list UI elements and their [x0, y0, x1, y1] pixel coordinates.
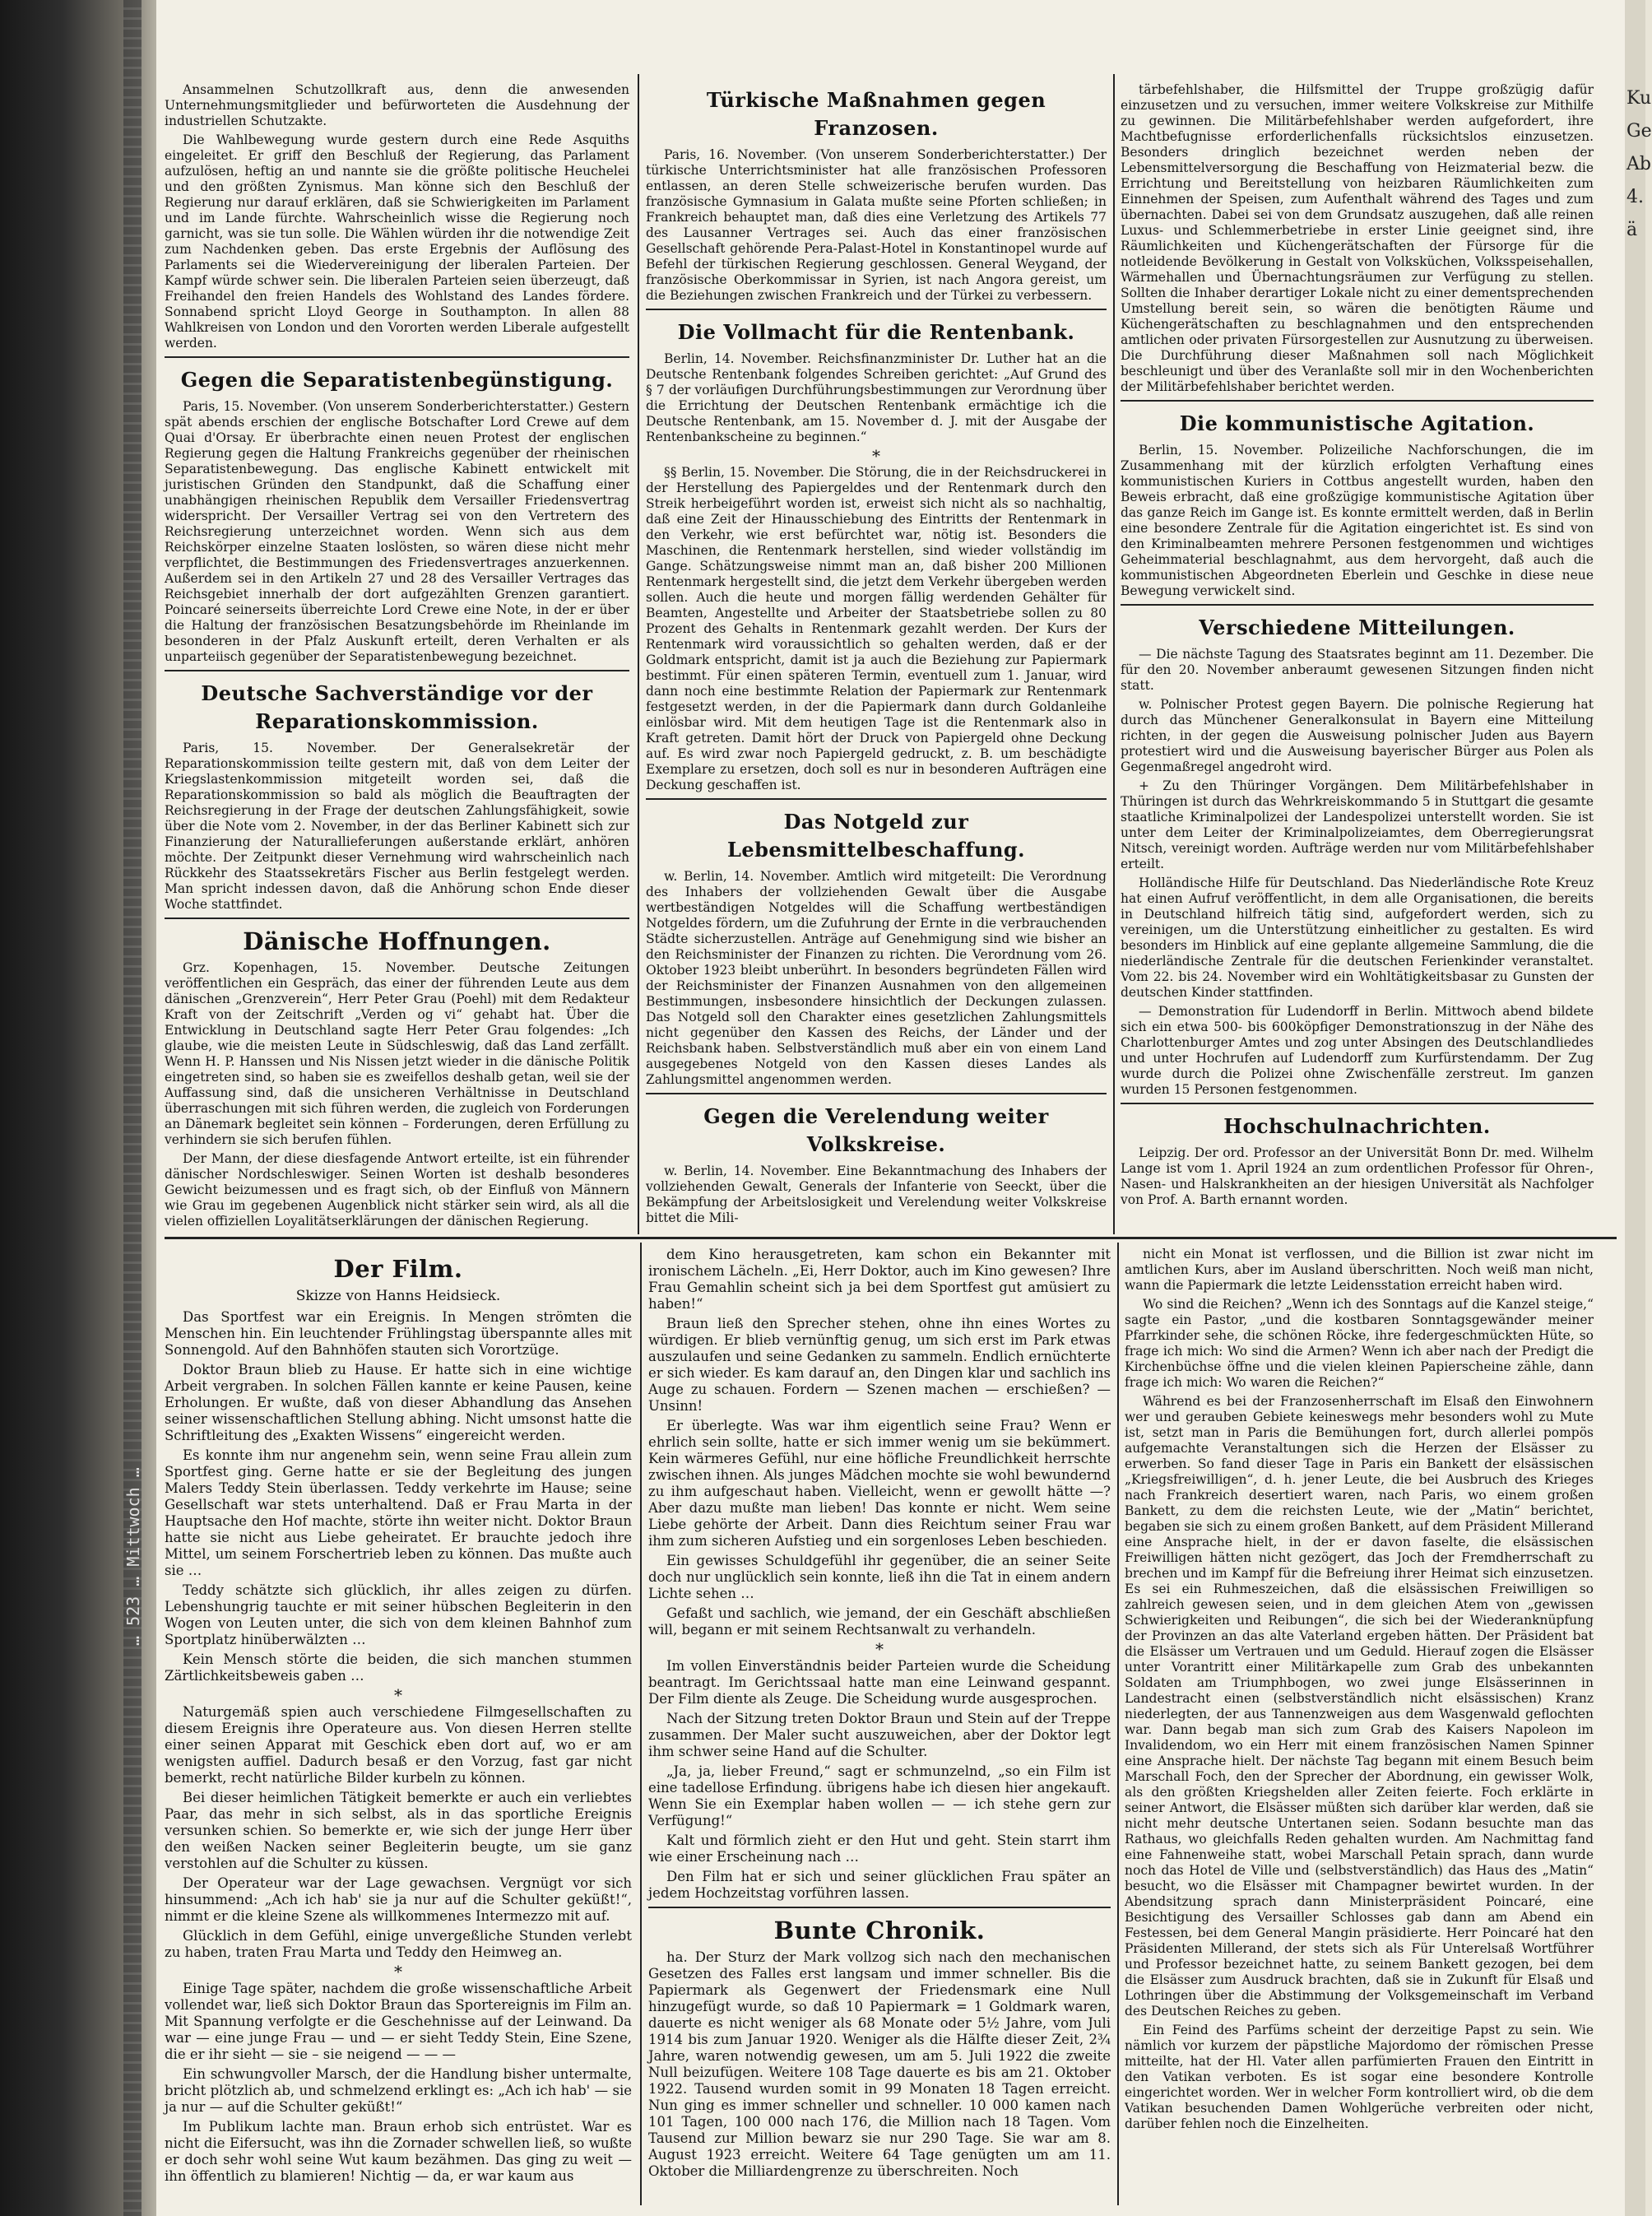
paragraph: Braun ließ den Sprecher stehen, ohne ihn eines Wortes zu würdigen. Er blieb vernünftig genug, um sich erst im Park etwas auszulaufen und seine Gedanken zu sammeln. Endlich ernüchterte er sich wieder. Es kam darauf an, den Dingen klar und sachlich ins Auge zu schauen. Fordern — Szenen machen — erschießen? — Unsinn! — [648, 1316, 1111, 1414]
separator — [646, 1093, 1107, 1094]
paragraph: w. Berlin, 14. November. Eine Bekanntmachung des Inhabers der vollziehenden Gewalt, Generals der Infanterie von Seeckt, über die Bekämpfung der Arbeitslosigkeit und Verelendung weiter Volkskreise bittet die Mili- — [646, 1164, 1107, 1225]
headline: Das Notgeld zur Lebensmittelbeschaffung. — [726, 810, 1026, 862]
paragraph: Naturgemäß spien auch verschiedene Filmgesellschaften zu diesem Ereignis ihre Operateure aus. Von diesen Herren stellte einer seinen Apparat mit Geschick eben dort auf, wo er am wenigsten auffiel. Dadurch besaß er den Vorzug, fast gar nicht bemerkt, recht natürliche Bilder kurbeln zu können. — [165, 1704, 632, 1786]
feuilleton-story-col-1 — [165, 1247, 632, 2205]
paragraph: dem Kino herausgetreten, kam schon ein Bekannter mit ironischem Lächeln. „Ei, Herr Doktor, auch im Kino gewesen? Ihre Frau Gemahlin scheint sich ja bei dem Sportfest gut amüsiert zu haben!“ — [648, 1247, 1111, 1312]
paragraph: Der Mann, der diese diesfagende Antwort erteilte, ist ein führender dänischer Nordschleswiger. Seinen Worten ist deshalb besonderes Gewicht beizumessen und es fragt sich, ob der Einfluß von Männern wie Grau im gegebenen Augenblick nicht stärker sein wird, als all die vielen offiziellen Loyalitätserklärungen der dänischen Regierung. — [165, 1151, 629, 1229]
headline: Türkische Maßnahmen gegen Franzosen. — [706, 88, 1046, 140]
headline: Verschiedene Mitteilungen. — [1199, 616, 1515, 639]
paragraph: Er überlegte. Was war ihm eigentlich seine Frau? Wenn er ehrlich sein sollte, hatte er sich immer wenig um sie bekümmert. Kein wärmeres Gefühl, nur eine höfliche Freundlichkeit herrschte zwischen ihnen. Als junges Mädchen mochte sie wohl bewundernd zu ihm aufgeschaut haben. Vielleicht, wenn er gewollt hätte —? Aber dazu mußte man lieben! Das konnte er nicht. Wem seine Liebe gehörte der Arbeit. Dann dies Reichtum seiner Frau war ihm zum sicheren Aufstieg und ein sorgenloses Leben beschieden. — [648, 1418, 1111, 1549]
paragraph: „Ja, ja, lieber Freund,“ sagt er schmunzelnd, „so ein Film ist eine tadellose Erfindung. übrigens habe ich diesen hier angekauft. Wenn Sie ein Exemplar haben wollen — — ich stehe gern zur Verfügung!“ — [648, 1763, 1111, 1828]
paragraph: nicht ein Monat ist verflossen, und die Billion ist zwar nicht im amtlichen Kurs, aber im Ausland überschritten. Noch weiß man nicht, wann die Papiermark die letzte Leidensstation erreicht haben wird. — [1125, 1247, 1594, 1293]
story-byline: Skizze von Hanns Heidsieck. — [295, 1288, 501, 1304]
feuilleton-separator — [165, 1237, 1617, 1239]
asterisk-separator: * — [875, 1639, 884, 1659]
paragraph: Der Operateur war der Lage gewachsen. Vergnügt vor sich hinsummend: „Ach ich hab' sie ja nur auf die Schulter geküßt!“, nimmt er die kleine Szene als willkommenes Intermezzo mit auf. — [165, 1875, 632, 1924]
paragraph: Bei dieser heimlichen Tätigkeit bemerkte er auch ein verliebtes Paar, das mehr in sich selbst, als in das sportliche Ereignis versunken schien. So bemerkte er, wie sich der junge Herr über den weißen Nacken seiner Begleiterin beugte, um sie ganz verstohlen auf die Schulter zu küssen. — [165, 1790, 632, 1871]
column-politics-1 — [165, 82, 629, 1234]
paragraph: Die Wahlbewegung wurde gestern durch eine Rede Asquiths eingeleitet. Er griff den Beschluß der Regierung, das Parlament aufzulösen, heftig an und nannte sie die größte politische Heuchelei und den größten Zynismus. Man könne sich den Beschluß der Regierung nur darauf erklären, daß sie Schwierigkeiten im Parlament und im Lande fürchte. Wahrscheinlich wisse die Regierung noch garnicht, was sie tun solle. Die Wählen würden ihr die notwendige Zeit zum Nachdenken geben. Das erste Ergebnis der Auflösung des Parlaments sei die Wiedervereinigung der liberalen Parteien. Der Kampf würde schwer sein. Die liberalen Parteien seien überzeugt, daß Freihandel den freien Handels des Wohlstand des Landes fördere. Sonnabend spricht Lloyd George in Southampton. In allen 88 Wahlkreisen von London und den Vororten werden Liberale aufgestellt werden. — [165, 132, 629, 351]
paragraph: Im Publikum lachte man. Braun erhob sich entrüstet. War es nicht die Eifersucht, was ihn die Zornader schwellen ließ, so wußte er doch sehr wohl seine Wut kaum bezähmen. Das ging zu weit — ihn öffentlich zu blamieren! Nichtig — da, er war kaum aus — [165, 2119, 632, 2184]
paragraph: Paris, 16. November. (Von unserem Sonderberichterstatter.) Der türkische Unterrichtsminister hat alle französischen Professoren entlassen, an deren Stelle schweizerische berufen wurden. Das französische Gymnasium in Galata mußte seine Pforten schließen; in Frankreich behauptet man, daß dies eine Verletzung des Artikels 77 des Lausanner Vertrages sei. Auch das einer französischen Gesellschaft gehörende Pera-Palast-Hotel in Konstantinopel wurde auf Befehl der türkischen Regierung geschlossen. General Weygand, der französische Oberkommissar in Syrien, ist nach Angora gereist, um die Beziehungen zwischen Frankreich und der Türkei zu verbessern. — [646, 147, 1107, 303]
headline: Die Vollmacht für die Rentenbank. — [677, 320, 1075, 344]
paragraph: Kalt und förmlich zieht er den Hut und geht. Stein starrt ihm wie einer Erscheinung nach … — [648, 1833, 1111, 1865]
headline: Die kommunistische Agitation. — [1179, 411, 1535, 435]
headline: Gegen die Verelendung weiter Volkskreise. — [703, 1104, 1049, 1156]
adjacent-page-fragment: Ku Ge Ab 4. ä — [1626, 88, 1652, 240]
separator — [648, 1907, 1111, 1908]
paragraph: Kein Mensch störte die beiden, die sich manchen stummen Zärtlichkeitsbeweis gaben … — [165, 1652, 632, 1684]
paragraph: Paris, 15. November. (Von unserem Sonderberichterstatter.) Gestern spät abends erschien der englische Botschafter Lord Crewe auf dem Quai d'Orsay. Er überbrachte einen neuen Protest der englischen Regierung gegen die Haltung Frankreichs gegenüber der rheinischen Separatistenbewegung. Das englische Kabinett entwickelt mit juristischen Gründen den Standpunkt, daß die Schaffung einer unabhängigen rheinischen Republik dem Versailler Friedensvertrag widerspricht. Der Versailler Vertrag sei von den Vertretern des Reichsregierung unterzeichnet worden. Wenn sich aus dem Reichskörper einzelne Staaten loslösten, so wären diese nicht mehr verpflichtet, die Bestimmungen des Friedensvertrages anzuerkennen. Außerdem sei in den Artikeln 27 und 28 des Versailler Vertrages das Reichsgebiet innerhalb der dort aufgezählten Grenzen garantiert. Poincaré seinerseits überreichte Lord Crewe eine Note, in der er über die Haltung der französischen Besatzungsbehörde im Rheinlande im besonderen in der Pfalz Auskunft erteilt, deren Verhalten er als unparteiisch gegenüber der Separatistenbewegung bezeichnet. — [165, 399, 629, 664]
feuilleton-story-col-2 — [648, 1247, 1111, 2205]
paragraph: Gefaßt und sachlich, wie jemand, der ein Geschäft abschließen will, begann er mit seinem Rechtsanwalt zu verhandeln. — [648, 1605, 1111, 1638]
headline: Deutsche Sachverständige vor der Reparationskommission. — [201, 681, 593, 733]
separator — [165, 918, 629, 919]
paragraph: Ein Feind des Parfüms scheint der derzeitige Papst zu sein. Wie nämlich vor kurzem der päpstliche Majordomo der römischen Presse mitteilte, hat der Hl. Vater allen parfümierten Frauen den Eintritt in den Vatikan verboten. Es ist sogar eine besondere Kontrolle eingerichtet worden. Wer in welcher Form kontrolliert wird, ob die dem Vatikan besuchenden Damen Wohlgerüche verbreiten oder nicht, darüber fehlen noch die Einzelheiten. — [1125, 2023, 1594, 2131]
separator — [165, 670, 629, 671]
column-rule — [638, 74, 639, 1234]
paragraph: Wo sind die Reichen? „Wenn ich des Sonntags auf die Kanzel steige,“ sagte ein Pastor, „und die kostbaren Sonntagsgewänder meiner Pfarrkinder sehe, die schönen Röcke, ihre federgeschmückten Hüte, so frage ich mich: Wo sind die Armen? Wenn ich aber nach der Predigt die Kirchenbüchse öffne und die vielen kleinen Papierscheine zähle, dann frage ich mich: Wo waren die Reichen?“ — [1125, 1297, 1594, 1390]
paragraph: Glücklich in dem Gefühl, einige unvergeßliche Stunden verlebt zu haben, traten Frau Marta und Teddy den Heimweg an. — [165, 1928, 632, 1960]
paragraph: Nach der Sitzung treten Doktor Braun und Stein auf der Treppe zusammen. Der Maler sucht auszuweichen, aber der Doktor legt ihm schwer seine Hand auf die Schulter. — [648, 1711, 1111, 1759]
paragraph: Paris, 15. November. Der Generalsekretär der Reparationskommission teilte gestern mit, daß von dem Leiter der Kriegslastenkommission mitgeteilt worden sei, daß die Reparationskommission so bald als möglich die Beauftragten der Reichsregierung in der Frage der deutschen Zahlungsfähigkeit, sowie über die Note vom 2. November, in der das Berliner Kabinett sich zur Finanzierung der Naturallieferungen außerstande erklärt, anhören möchte. Der Zeitpunkt dieser Vernehmung wird wahrscheinlich nach Rückkehr des Staatssekretärs Fischer aus Berlin festgelegt werden. Man spricht indessen davon, daß die Anhörung schon Ende dieser Woche stattfindet. — [165, 741, 629, 912]
headline: Hochschulnachrichten. — [1223, 1114, 1491, 1138]
paragraph: — Demonstration für Ludendorff in Berlin. Mittwoch abend bildete sich ein etwa 500- bis 600köpfiger Demonstrationszug in der Nähe des Charlottenburger Amtes und zog unter Absingen des Deutschlandliedes und unter Hochrufen auf Ludendorff zum Kurfürstendamm. Der Zug wurde durch die Polizei ohne Zwischenfälle zerstreut. Im ganzen wurden 15 Personen festgenommen. — [1121, 1004, 1594, 1097]
asterisk-separator: * — [872, 446, 880, 466]
column-rule — [1113, 74, 1115, 1234]
paragraph: Einige Tage später, nachdem die große wissenschaftliche Arbeit vollendet war, ließ sich Doktor Braun das Sportereignis im Film an. Mit Spannung verfolgte er die Geschehnisse auf der Leinwand. Da war — eine junge Frau — und — er sieht Teddy Stein, Eine Szene, die er ihr sieht — sie – sie neigend — — — — [165, 1981, 632, 2062]
paragraph: Grz. Kopenhagen, 15. November. Deutsche Zeitungen veröffentlichen ein Gespräch, das einer der führenden Leute aus dem dänischen „Grenzverein“, Herr Peter Grau (Poehl) mit dem Redakteur Kraft von der Zeitschrift „Verden og vi“ gehabt hat. Über die Entwicklung in Deutschland sagte Herr Peter Grau folgendes: „Ich glaube, wie die meisten Leute in Südschleswig, daß das Land zerfällt. Wenn H. P. Hanssen und Nis Nissen jetzt wieder in die dänische Politik eingetreten sind, so haben sie es zweifellos deshalb getan, weil sie der Auffassung sind, daß die unsicheren Verhältnisse in Deutschland überraschungen mit sich führen werden, die zugleich von Forderungen an Dänemark begleitet sein können – Forderungen, deren Erfüllung zu verhindern sie sich berufen fühlen. — [165, 960, 629, 1147]
article-intro — [165, 82, 629, 351]
paragraph: Das Sportfest war ein Ereignis. In Mengen strömten die Menschen hin. Ein leuchtender Frühlingstag überspannte alles mit Sonnengold. Auf den Bahnhöfen stauten sich Vorortzüge. — [165, 1309, 632, 1358]
paragraph: §§ Berlin, 15. November. Die Störung, die in der Reichsdruckerei in der Herstellung des Papiergeldes und der Rentenmark durch den Streik herbeigeführt worden ist, erweist sich nicht als so nachhaltig, daß eine Zeit der Hinausschiebung des Eintritts der Rentenmark in den Verkehr, wie erst befürchtet war, nötig ist. Besonders die Maschinen, die Rentenmark herstellen, sind wieder vollständig im Gange. Schätzungsweise nimmt man an, daß bisher 200 Millionen Rentenmark hergestellt sind, die jetzt dem Verkehr übergeben werden sollen. Auch die heute und morgen fällig werdenden Gehälter für Beamten, Angestellte und Arbeiter der Staatsbetriebe sollen zu 80 Prozent des Gehalts in Rentenmark gezahlt werden. Der Kurs der Rentenmark wird voraussichtlich so gehalten werden, daß er der Goldmark entspricht, damit ist ja auch die Beziehung zur Papiermark bestimmt. Für einen späteren Termin, eventuell zum 1. Januar, wird dann noch eine bestimmte Relation der Papiermark zur Rentenmark festgesetzt werden, in der die Papiermark dann durch Goldanleihe einlösbar wird. Mit dem heutigen Tage ist die Rentenmark also in Kraft getreten. Damit hört der Druck von Papiergeld ohne Deckung auf. Es wird zwar noch Papiergeld gedruckt, z. B. um beschädigte Exemplare zu ersetzen, doch soll es nur in besonderen Aufträgen eine Deckung geschaffen ist. — [646, 465, 1107, 792]
paragraph: Ein schwungvoller Marsch, der die Handlung bisher untermalte, bricht plötzlich ab, und schmelzend erklingt es: „Ach ich hab' — sie ja nur — auf die Schulter geküßt!“ — [165, 2066, 632, 2115]
paragraph: Ein gewisses Schuldgefühl ihr gegenüber, die an seiner Seite doch nur unglücklich sein konnte, ließ ihn die Tat in einem andern Lichte sehen … — [648, 1553, 1111, 1601]
separator — [646, 309, 1107, 310]
section-title: Bunte Chronik. — [773, 1916, 986, 1944]
paragraph: ha. Der Sturz der Mark vollzog sich nach den mechanischen Gesetzen des Falles erst langsam und immer schneller. Bis die Papiermark als Gegenwert der Friedensmark eine Null hinzugefügt wurde, so daß 10 Papiermark = 1 Goldmark waren, dauerte es nicht weniger als 68 Monate oder 5½ Jahre, vom Juli 1914 bis zum Januar 1920. Weniger als die Hälfte dieser Zeit, 2¾ Jahre, waren notwendig gewesen, um am 5. Juli 1922 die zweite Null beizufügen. Weitere 108 Tage dauerte es bis am 21. Oktober 1922. Tausend wurden somit in 99 Monaten 18 Tagen erreicht. Nun ging es immer schneller und schneller. 10 000 kamen nach 101 Tagen, 100 000 nach 176, die Million nach 18 Tagen. Vom Tausend zur Million bewarz sie nur 290 Tage. Sie war am 8. August 1923 erreicht. Weitere 64 Tage genügten um am 11. Oktober die Milliardengrenze zu überschreiten. Noch — [648, 1949, 1111, 2179]
asterisk-separator: * — [394, 1685, 402, 1705]
paragraph: Leipzig. Der ord. Professor an der Universität Bonn Dr. med. Wilhelm Lange ist vom 1. April 1924 an zum ordentlichen Professor für Ohren-, Nasen- und Halskrankheiten an der hiesigen Universität als Nachfolger von Prof. A. Barth ernannt worden. — [1121, 1145, 1594, 1207]
paragraph: Im vollen Einverständnis beider Parteien wurde die Scheidung beantragt. Im Gerichtssaal hatte man eine Leinwand gespannt. Der Film diente als Zeuge. Die Scheidung wurde ausgesprochen. — [648, 1658, 1111, 1707]
paragraph: Holländische Hilfe für Deutschland. Das Niederländische Rote Kreuz hat einen Aufruf veröffentlicht, in dem alle Organisationen, die bereits in Deutschland hilfreich tätig sind, aufgefordert werden, sich zu vereinigen, um die Unterstützung einheitlicher zu gestalten. Es wird besonders im Hinblick auf eine geplante allgemeine Sammlung, die die niederländische Zentrale für die deutschen Ferienkinder veranstaltet. Vom 22. bis 24. November wird ein Wohltätigkeitsbasar zu Gunsten der deutschen Kinder stattfinden. — [1121, 876, 1594, 1000]
paragraph: Berlin, 14. November. Reichsfinanzminister Dr. Luther hat an die Deutsche Rentenbank folgendes Schreiben gerichtet: „Auf Grund des § 7 der vorläufigen Durchführungsbestimmungen zur Verordnung über die Errichtung der Deutschen Rentenbank ermächtige ich die Deutsche Rentenbank, am 15. November d. J. mit der Ausgabe der Rentenbankscheine zu beginnen.“ — [646, 351, 1107, 444]
column-rule — [640, 1243, 642, 2205]
separator — [1121, 400, 1594, 402]
paragraph: w. Polnischer Protest gegen Bayern. Die polnische Regierung hat durch das Münchener Generalkonsulat in Bayern eine Mitteilung richten, in der gegen die Ausweisung polnischer Juden aus Bayern protestiert wird und die Ausweisung bayerischer Bürger aus Polen als Gegenmaßregel angedroht wird. — [1121, 697, 1594, 774]
paragraph: Es konnte ihm nur angenehm sein, wenn seine Frau allein zum Sportfest ging. Gerne hatte er sie der Begleitung des jungen Malers Teddy Stein überlassen. Teddy verkehrte im Hause; seine Gesellschaft war stets unterhaltend. Daß er Frau Marta in der Hauptsache den Hof machte, störte ihn weiter nicht. Doktor Braun hatte sie nicht aus Liebe geheiratet. Er brauchte jedoch ihre Mittel, um seinem Forschertrieb leben zu können. Das mußte auch sie … — [165, 1447, 632, 1578]
headline: Gegen die Separatistenbegünstigung. — [180, 368, 614, 392]
separator — [1121, 1103, 1594, 1104]
asterisk-separator: * — [394, 1962, 402, 1981]
headline: Dänische Hoffnungen. — [243, 927, 551, 955]
separator — [1121, 604, 1594, 606]
chronik-col — [1125, 1247, 1594, 2205]
paragraph: Doktor Braun blieb zu Hause. Er hatte sich in eine wichtige Arbeit vergraben. In solchen Fällen kannte er keine Pausen, keine Erholungen. Er wußte, daß von dieser Abhandlung das Ansehen seiner wissenschaftlichen Stellung abhing. Nicht umsonst hatte die Schriftleitung des „Exakten Wissens“ eingereicht werden. — [165, 1362, 632, 1443]
story-title: Der Film. — [333, 1255, 463, 1283]
paragraph: w. Berlin, 14. November. Amtlich wird mitgeteilt: Die Verordnung des Inhabers der vollziehenden Gewalt über die Ausgabe wertbeständigen Notgeldes will die Schaffung wertbeständigen Notgeldes fördern, um die Zufuhrung der Ernte in die verbrauchenden Städte sicherzustellen. Anträge auf Genehmigung sind wie bisher an den Reichsminister der Finanzen zu richten. Die Verordnung vom 26. Oktober 1923 bleibt unberührt. In besonders begründeten Fällen wird der Reichsminister der Finanzen Ausnahmen von den allgemeinen Bestimmungen, insbesondere hinsichtlich der Deckungen zulassen. Das Notgeld soll den Charakter eines gesetzlichen Zahlungsmittels nicht gegenüber den Kassen des Reichs, der Länder und der Reichsbank haben. Selbstverständlich muß aber ein von einem Land ausgegebenes Notgeld von den Kassen dieses Landes als Zahlungsmittel angenommen werden. — [646, 869, 1107, 1087]
paragraph: Den Film hat er sich und seiner glücklichen Frau später an jedem Hochzeitstag vorführen lassen. — [648, 1869, 1111, 1901]
paragraph: Teddy schätzte sich glücklich, ihr alles zeigen zu dürfen. Lebenshungrig tauchte er mit seiner hübschen Begleiterin in den Wogen von Leuten unter, die sich von dem kleinen Bahnhof zum Sportplatz hinüberwälzten … — [165, 1582, 632, 1647]
paragraph: Während es bei der Franzosenherrschaft im Elsaß den Einwohnern wer und gerauben Gebiete keineswegs mehr besonders wohl zu Mute ist, setzt man in Paris die Bemühungen fort, durch allerlei pompös aufgemachte Veranstaltungen sich die Herzen der Elsässer zu erwerben. So fand dieser Tage in Paris ein Bankett der elsässischen „Kriegsfreiwilligen“, d. h. jener Leute, die bei Ausbruch des Krieges nach Frankreich desertiert waren, nach Paris, wo einem großen Bankett, zu dem die reichsten Leute, wie der „Matin“ berichtet, begaben sie sich zu einem großen Bankett, auf dem Präsident Millerand eine Ansprache hielt, in der er davon faselte, die elsässischen Freiwilligen hätten nicht gezögert, das Joch der Fremdherrschaft zu brechen und im Kampf für die Befreiung ihrer Heimat sich einzusetzen. Es sei ein Ruhmeszeichen, daß die elsässischen Freiwilligen so zahlreich gewesen seien, und in dem gleichen Atem von „gewissen Schwierigkeiten und Reibungen“, die sich bei der Wiederanknüpfung der Provinzen an das alte Vaterland ergeben hätten. Der Präsident bat die Elsässer um Vertrauen und um Geduld. Hierauf zogen die Elsässer unter Vorantritt einer Militärkapelle zum Grab des unbekannten Soldaten am Triumphbogen, wo zwei junge Elsässerinnen in Landestracht einen (selbstverständlich nicht elsässischen) Kranz niederlegten, der aus Tannenzweigen aus dem Wasgenwald geflochten war. Dann begab man sich zum Grab des Kaisers Napoleon im Invalidendom, wo ein Herr mit einem französischen Namen Spinner eine Ansprache hielt. Der nächste Tag begann mit einem Besuch beim Marschall Foch, den der Sprecher der Abordnung, ein gewisser Wolk, als den größten Kriegshelden aller Zeiten feierte. Foch erklärte in seiner Antwort, die Elsässer müßten sich darüber klar werden, daß sie nicht mehr deutsche Untertanen seien. Sodann besuchte man das Rathaus, wo gleichfalls Reden gehalten wurden. Am Nachmittag fand eine Fahnenweihe statt, wobei Marschall Petain sprach, dann wurde noch das Hotel de Ville und (selbstverständlich) das Haus des „Matin“ besucht, wo die Elsässer mit Champagner bewirtet wurden. In der Abendsitzung sprach dann Ministerpräsident Poincaré, eine Besichtigung des Versailler Schlosses gab dann am Abend ein Festessen, bei dem General Mangin präsidierte. Herr Poincaré hat den Präsidenten Millerand, der stets sich als Für Unterelsaß Wortführer und Professor bezeichnet hatte, zu seinem Bankett gezogen, bei dem die Elsässer zum Ausdruck brachten, daß sie in Zukunft für Elsaß und Lothringen über die Abstimmung der Volksgemeinschaft im Verband des Deutschen Reiches zu geben. — [1125, 1394, 1594, 2019]
paragraph: tärbefehlshaber, die Hilfsmittel der Truppe großzügig dafür einzusetzen und zu versuchen, immer weitere Volkskreise zur Mithilfe zu gewinnen. Die Militärbefehlshaber werden aufgefordert, ihre Machtbefugnisse erforderlichenfalls rücksichtslos einzusetzen. Besonders dringlich bezeichnet werden neben der Lebensmittelversorgung die Beschaffung von Heizmaterial bezw. die Errichtung und Bereitstellung von heizbaren Räumlichkeiten zum Einnehmen der Speisen, zum Aufenthalt während des Tages und zum übernachten. Dabei sei von dem Grundsatz auszugehen, daß alle reinen Luxus- und Schlemmerbetriebe in erster Linie geeignet sind, ihre Räumlichkeiten und Küchengerätschaften der Fürsorge für die notleidende Bevölkerung in Gestalt von Volksküchen, Volksspeisehallen, Wärmehallen und Übernachtungsräumen zur Verfügung zu stellen. Sollten die Inhaber derartiger Lokale nicht zu einer dementsprechenden Umstellung bereit sein, so wären die benötigten Räume und Küchengerätschaften zu beschlagnahmen und den entsprechenden amtlichen oder privaten Fürsorgestellen zur Ausnutzung zu überweisen. Die Durchführung dieser Maßnahmen soll nach Möglichkeit beschleunigt und über des Veranlaßte soll mir in den Wochenberichten der Militärbefehlshaber berichtet werden. — [1121, 82, 1594, 394]
column-politics-3 — [1121, 82, 1594, 1234]
column-politics-2 — [646, 78, 1107, 1234]
column-rule — [1117, 1243, 1119, 2205]
paragraph: Ansammelnen Schutzollkraft aus, denn die anwesenden Unternehmungsmitglieder und befürworteten die Ausdehnung der industriellen Schutzakte. — [165, 82, 629, 128]
paragraph: Berlin, 15. November. Polizeiliche Nachforschungen, die im Zusammenhang mit der kürzlich erfolgten Verhaftung eines kommunistischen Kuriers in Cottbus angestellt wurden, haben den Beweis erbracht, daß eine großzügige kommunistische Agitation über das ganze Reich im Gange ist. Es konnte ermittelt werden, daß in Berlin eine besondere Zentrale für die Agitation eingerichtet ist. Es sind von den Kriminalbeamten mehrere Personen festgenommen und wichtiges Geheimmaterial beschlagnahmt, aus dem hervorgeht, daß auch die kommunistischen Abgeordneten Eberlein und Geschke in diese neue Bewegung verwickelt sind. — [1121, 443, 1594, 598]
binding-strip-text: … 523 … Mittwoch … — [123, 1467, 143, 1646]
separator — [165, 356, 629, 358]
separator — [646, 798, 1107, 800]
paragraph: + Zu den Thüringer Vorgängen. Dem Militärbefehlshaber in Thüringen ist durch das Wehrkreiskommando 5 in Stuttgart die gesamte staatliche Kriminalpolizei der Landespolizei unterstellt worden. Sie ist unter dem Leiter der Kriminalpolizeiamtes, dem Oberregierungsrat Nitsch, vereinigt worden. Aufträge werden nur vom Militärbefehlshaber erteilt. — [1121, 778, 1594, 871]
paragraph: — Die nächste Tagung des Staatsrates beginnt am 11. Dezember. Die für den 20. November anberaumt gewesenen Sitzungen finden nicht statt. — [1121, 647, 1594, 693]
